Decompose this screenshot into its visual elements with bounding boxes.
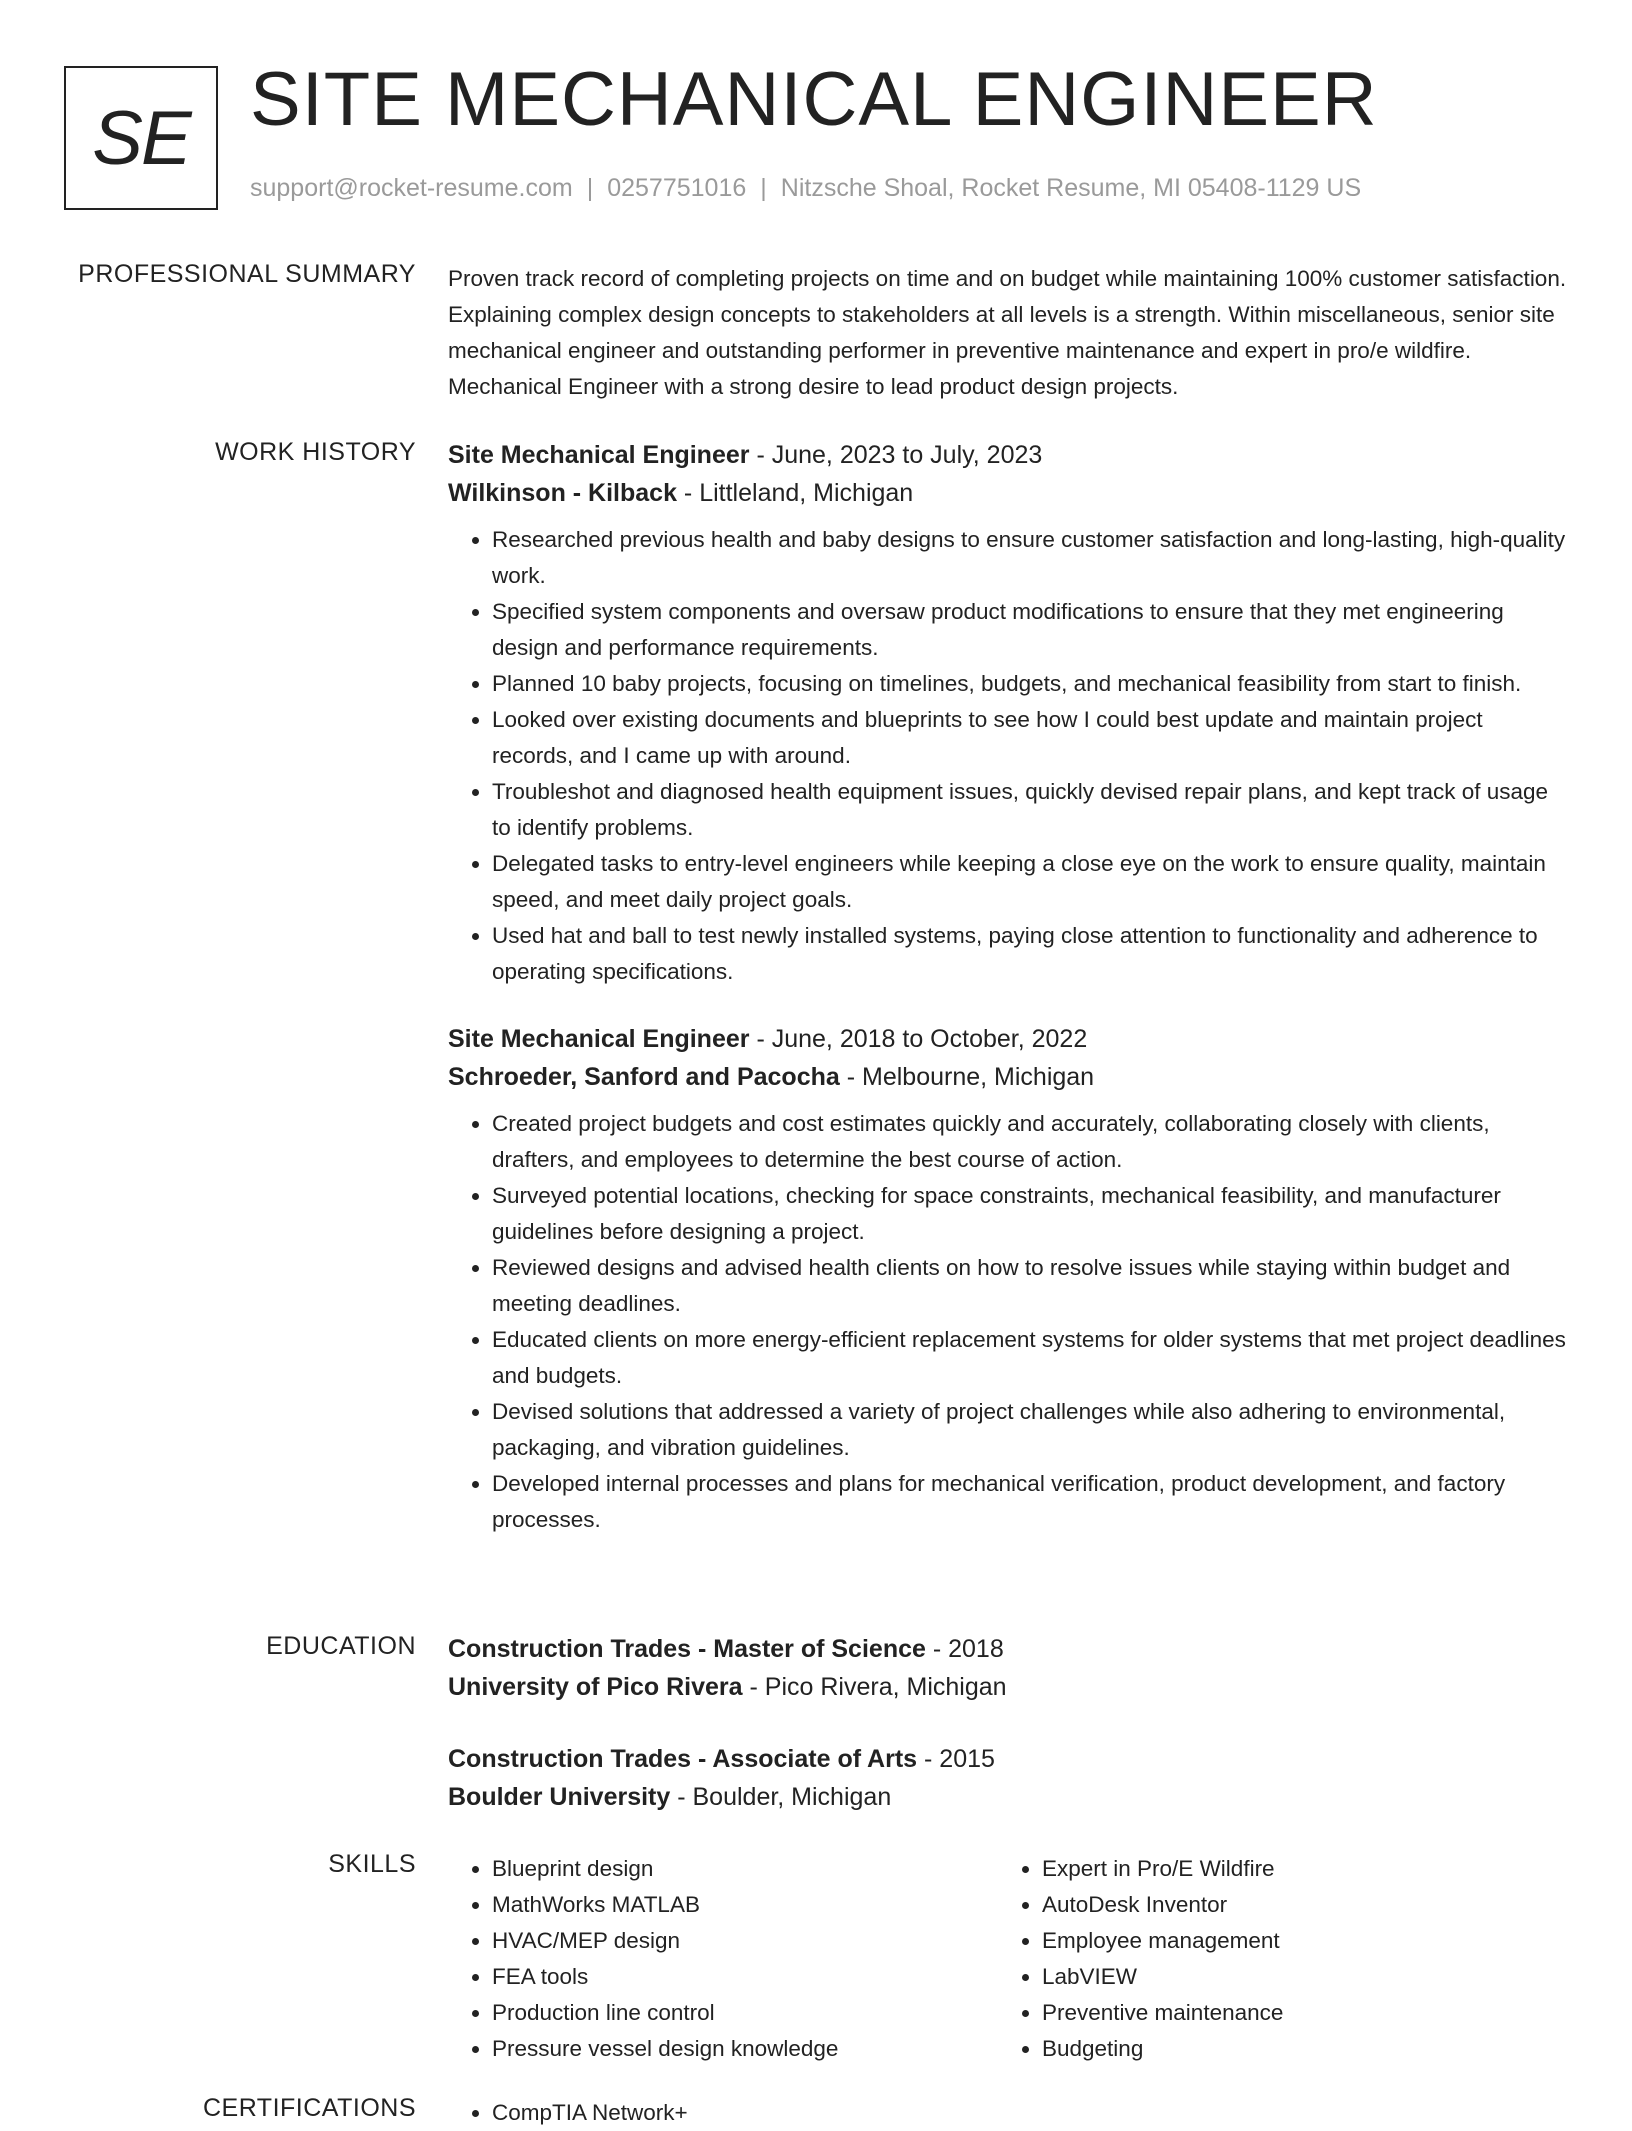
list-item: • Researched previous health and baby designs to ensure customer satisfaction and long-lasting, high-quality work. (492, 522, 1568, 594)
list-item: • LabVIEW (1042, 1959, 1542, 1995)
job-bullets (448, 522, 1568, 990)
job-title: Site Mechanical Engineer (448, 441, 750, 469)
list-item: • Reviewed designs and advised health clients on how to resolve issues while staying within budget and meeting deadlines. (492, 1250, 1568, 1322)
job-entry (448, 1020, 1568, 1538)
education-school: University of Pico Rivera (448, 1673, 743, 1701)
education-entry (448, 1740, 1568, 1816)
certifications-label: CERTIFICATIONS (202, 2094, 416, 2122)
list-item: • Created project budgets and cost estimates quickly and accurately, collaborating closely with clients, drafters, and employees to determine the best course of action. (492, 1106, 1568, 1178)
education-school-line (448, 1778, 1568, 1816)
list-item: • Used hat and ball to test newly installed systems, paying close attention to functionality and adherence to operating specifications. (492, 918, 1568, 990)
resume-header (64, 57, 1564, 216)
job-dates: - June, 2018 to October, 2022 (749, 1025, 1088, 1053)
list-item: • Preventive maintenance (1042, 1995, 1542, 2031)
job-title: Site Mechanical Engineer (448, 1025, 750, 1053)
page-title: SITE MECHANICAL ENGINEER (250, 57, 1378, 142)
contact-separator: | (586, 174, 594, 202)
list-item: • Developed internal processes and plans for mechanical verification, product development, and factory processes. (492, 1466, 1568, 1538)
job-company-line (448, 474, 1568, 512)
job-company: Schroeder, Sanford and Pacocha (448, 1063, 840, 1091)
list-item: • Devised solutions that addressed a variety of project challenges while also adhering to environmental, packaging, and vibration guidelines. (492, 1394, 1568, 1466)
list-item: • Specified system components and oversaw product modifications to ensure that they met engineering design and performance requirements. (492, 594, 1568, 666)
monogram: SE (64, 66, 218, 210)
education-entry (448, 1630, 1568, 1706)
contact-address: Nitzsche Shoal, Rocket Resume, MI 05408-1129 US (780, 174, 1362, 202)
contact-phone: 0257751016 (607, 174, 747, 202)
list-item: • CompTIA Network+ (492, 2095, 1568, 2131)
job-company-line (448, 1058, 1568, 1096)
list-item: • Looked over existing documents and blueprints to see how I could best update and maintain project records, and I came up with around. (492, 702, 1568, 774)
list-item: • Delegated tasks to entry-level engineers while keeping a close eye on the work to ensure quality, maintain speed, and meet daily project goals. (492, 846, 1568, 918)
education-school-line (448, 1668, 1568, 1706)
job-entry (448, 436, 1568, 990)
list-item: • HVAC/MEP design (492, 1923, 998, 1959)
summary-body (448, 261, 1568, 405)
contact-email: support@rocket-resume.com (250, 174, 573, 202)
list-item: • Educated clients on more energy-efficient replacement systems for older systems that met project deadlines and budgets. (492, 1322, 1568, 1394)
list-item: • Production line control (492, 1995, 998, 2031)
education-degree-line (448, 1740, 1568, 1778)
contact-line (250, 174, 1361, 203)
job-company: Wilkinson - Kilback (448, 479, 677, 507)
skills-columns (448, 1851, 1568, 2067)
job-location: - Littleland, Michigan (676, 479, 914, 507)
job-title-line (448, 1020, 1568, 1058)
education-year: - 2018 (925, 1635, 1004, 1663)
job-location: - Melbourne, Michigan (839, 1063, 1095, 1091)
education-degree: Construction Trades - Master of Science (448, 1635, 926, 1663)
skills-list-left (448, 1851, 998, 2067)
job-dates: - June, 2023 to July, 2023 (749, 441, 1043, 469)
list-item: • Employee management (1042, 1923, 1542, 1959)
list-item: • MathWorks MATLAB (492, 1887, 998, 1923)
job-title-line (448, 436, 1568, 474)
contact-separator: | (760, 174, 767, 202)
skills-list-right (998, 1851, 1542, 2067)
skills-label: SKILLS (328, 1850, 416, 1878)
summary-label: PROFESSIONAL SUMMARY (78, 260, 416, 288)
education-year: - 2015 (917, 1745, 995, 1773)
certifications-body (448, 2095, 1568, 2131)
list-item: • FEA tools (492, 1959, 998, 1995)
list-item: • Blueprint design (492, 1851, 998, 1887)
education-degree-line (448, 1630, 1568, 1668)
education-location: - Boulder, Michigan (670, 1783, 892, 1811)
education-location: - Pico Rivera, Michigan (742, 1673, 1007, 1701)
education-label: EDUCATION (266, 1632, 416, 1660)
certifications-list (448, 2095, 1568, 2131)
list-item: • Budgeting (1042, 2031, 1542, 2067)
skills-body (448, 1851, 1568, 2067)
job-bullets (448, 1106, 1568, 1538)
work-history-body (448, 436, 1568, 1538)
work-history-label: WORK HISTORY (215, 438, 416, 466)
list-item: • Surveyed potential locations, checking for space constraints, mechanical feasibility, and manufacturer guidelines before designing a project. (492, 1178, 1568, 1250)
list-item: • Pressure vessel design knowledge (492, 2031, 998, 2067)
list-item: • Planned 10 baby projects, focusing on timelines, budgets, and mechanical feasibility from start to finish. (492, 666, 1568, 702)
list-item: • Troubleshot and diagnosed health equipment issues, quickly devised repair plans, and kept track of usage to identify problems. (492, 774, 1568, 846)
education-degree: Construction Trades - Associate of Arts (448, 1745, 918, 1773)
education-body (448, 1630, 1568, 1850)
summary-text: Proven track record of completing projects on time and on budget while maintaining 100% customer satisfaction. Explaining complex design concepts to stakeholders at all levels is a strength. Within miscellaneous, senior site mechanical engineer and outstanding performer in preventive maintenance and expert in pro/e wildfire. Mechanical Engineer with a strong desire to lead product design projects. (448, 266, 1567, 399)
education-school: Boulder University (448, 1783, 671, 1811)
list-item: • AutoDesk Inventor (1042, 1887, 1542, 1923)
list-item: • Expert in Pro/E Wildfire (1042, 1851, 1542, 1887)
